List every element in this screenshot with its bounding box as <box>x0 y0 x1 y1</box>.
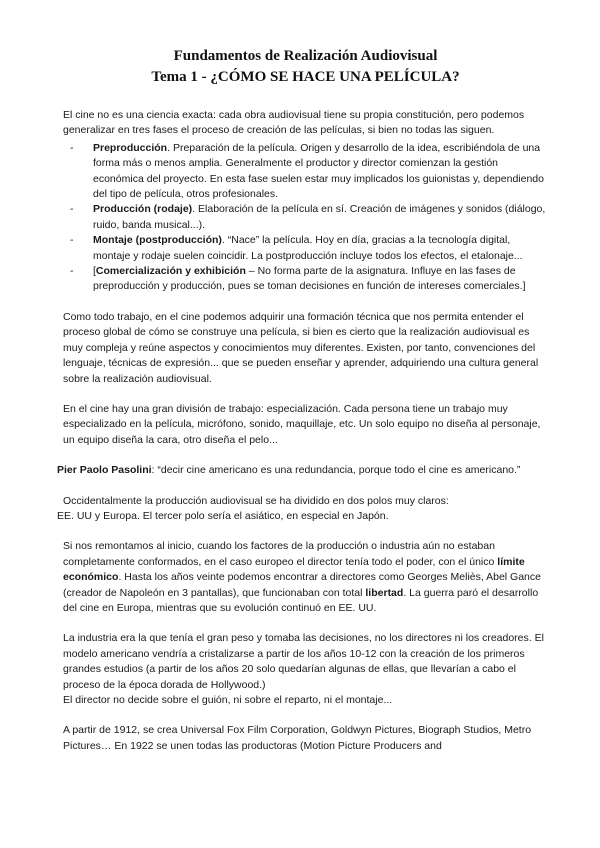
phase-description: . “Nace” la película. Hoy en día, gracias a la tecnología digital, montaje y rodaje suelen coincidir. La postproducción incluye todos los efectos, el etalonaje... <box>93 234 523 262</box>
list-item <box>57 264 548 295</box>
freedom-term: libertad <box>365 586 404 599</box>
quote-author: Pier Paolo Pasolini <box>57 464 152 477</box>
bracket-open: [ <box>93 265 96 278</box>
lesson-title: Tema 1 - ¿CÓMO SE HACE UNA PELÍCULA? <box>151 69 460 85</box>
quote-text: : “decir cine americano es una redundancia, porque todo el cine es americano.” <box>151 464 521 477</box>
specialization-paragraph: En el cine hay una gran división de trabajo: especialización. Cada persona tiene un trabajo muy especializado en la película, micrófono, sonido, maquillaje, etc. Un solo equipo no diseña al personaje, un equipo diseña la cara, otro diseña el pelo... <box>63 402 541 446</box>
phases-list <box>57 141 548 295</box>
phase-term: Montaje (postproducción) <box>93 234 222 247</box>
list-item <box>57 233 548 264</box>
phase-description: . Elaboración de la película en sí. Creación de imágenes y sonidos (diálogo, ruido, banda musical...). <box>93 203 546 231</box>
poles-paragraph-line1: Occidentalmente la producción audiovisual se ha dividido en dos polos muy claros: <box>63 494 449 507</box>
document-header <box>57 46 548 88</box>
director-paragraph: El director no decide sobre el guión, ni sobre el reparto, ni el montaje... <box>63 694 393 706</box>
quote-paragraph <box>57 463 548 478</box>
phase-description: – No forma parte de la asignatura. Influye en las fases de preproducción y producción, pues se toman decisiones en función de intereses comerciales.] <box>93 265 526 293</box>
list-item <box>57 202 548 233</box>
studios-paragraph: A partir de 1912, se crea Universal Fox Film Corporation, Goldwyn Pictures, Biograph Studios, Metro Pictures… En 1922 se unen todas las productoras (Motion Picture Producers and <box>63 724 532 752</box>
training-paragraph: Como todo trabajo, en el cine podemos adquirir una formación técnica que nos permita entender el proceso global de cómo se construye una película, si bien es cierto que la realización audiovisual es muy compleja y reúne aspectos y conocimientos muy diferentes. Existen, por tanto, convenciones del lenguaje, técnicas de expresión... que se pueden enseñar y aprender, adquiriendo una cultura general sobre la realización audiovisual. <box>63 310 539 385</box>
industry-paragraph: La industria era la que tenía el gran peso y tomaba las decisiones, no los directores ni los creadores. El modelo americano vendría a cristalizarse a partir de los años 10-12 con la creación de los primeros grandes estudios (a partir de los años 20 solo quedarían algunas de ellas, que llevarían a cabo el proceso de la época dorada de Hollywood.) <box>63 632 544 691</box>
course-title: Fundamentos de Realización Audiovisual <box>173 48 438 64</box>
list-dash: - <box>70 265 74 278</box>
list-item <box>57 141 548 203</box>
list-dash: - <box>70 141 74 154</box>
origins-paragraph <box>57 539 548 616</box>
origins-text-2: . Hasta los años veinte podemos encontrar a directores como Georges Meliès, Abel Gance (creador de Napoleón en 3 pantallas), que funcionaban con total <box>63 571 541 599</box>
list-dash: - <box>70 234 74 247</box>
origins-text-3: . La guerra paró el desarrollo del cine en Europa, mientras que su evolución continuó en EE. UU. <box>63 586 539 614</box>
intro-paragraph: El cine no es una ciencia exacta: cada obra audiovisual tiene su propia constitución, pero podemos generalizar en tres fases el proceso de creación de las películas, si bien no todas las siguen. <box>63 109 525 137</box>
phase-term: Comercialización y exhibición <box>95 265 246 278</box>
origins-text-1: Si nos remontamos al inicio, cuando los factores de la producción o industria aún no estaban completamente conformados, en el caso europeo el director tenía todo el poder, con el único <box>63 540 498 568</box>
economic-limit-term: límite económico <box>63 555 525 584</box>
poles-paragraph-line2: EE. UU y Europa. El tercer polo sería el asiático, en especial en Japón. <box>57 509 389 522</box>
phase-description: . Preparación de la película. Origen y desarrollo de la idea, escribiéndola de una forma más o menos amplia. Generalmente el productor y director comienzan la gestión económica del proyecto. En esta fase suelen estar muy implicados los guionistas y, dependiendo del tipo de película, otros profesionales. <box>93 141 544 201</box>
phase-term: Producción (rodaje) <box>93 203 193 216</box>
list-dash: - <box>70 203 74 216</box>
phase-term: Preproducción <box>93 141 168 154</box>
